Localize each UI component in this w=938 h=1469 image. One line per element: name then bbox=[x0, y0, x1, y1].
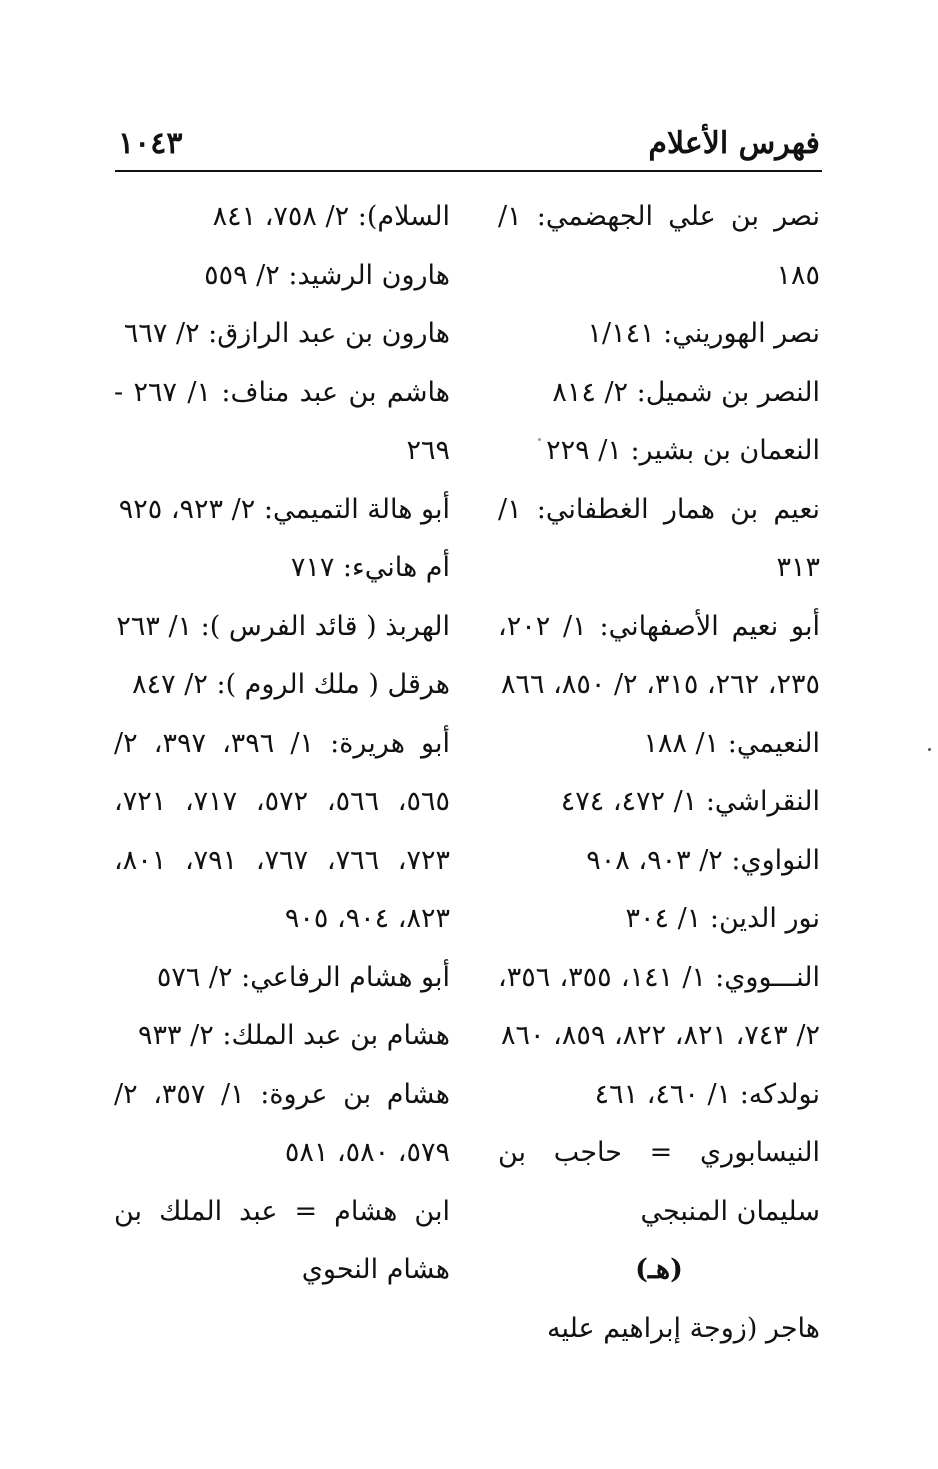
index-entry: هارون بن عبد الرازق: ٢/ ٦٦٧ bbox=[123, 318, 450, 349]
index-entry: هاشم بن عبد مناف: ١/ ٢٦٧ - ٢٦٩ bbox=[114, 376, 450, 466]
index-entry: أبو هشام الرفاعي: ٢/ ٥٧٦ bbox=[156, 961, 450, 993]
index-entry: نصر بن علي الجهضمي: ١/ ١٨٥ bbox=[498, 201, 820, 291]
index-entry: أبو هريرة: ١/ ٣٩٦، ٣٩٧، ٢/ ٥٦٥، ٥٦٦، ٥٧٢، ٧١٧، ٧٢١، ٧٢٣، ٧٦٦، ٧٦٧، ٧٩١، ٨٠١، ٨٢٣، ٩٠٤، ٩٠٥ bbox=[114, 727, 451, 934]
index-entry: هرقل ( ملك الروم ): ٢/ ٨٤٧ bbox=[132, 669, 450, 700]
index-entry: النواوي: ٢/ ٩٠٣، ٩٠٨ bbox=[586, 844, 820, 876]
section-letter-heading: (هـ) bbox=[635, 1254, 683, 1285]
index-entry: أم هانيء: ٧١٧ bbox=[290, 552, 450, 583]
index-entry: نصر الهوريني: ١/١٤١ bbox=[587, 318, 820, 349]
index-entry: هاجر (زوجة إبراهيم عليه bbox=[546, 1312, 820, 1344]
index-entry: النصر بن شميل: ٢/ ٨١٤ bbox=[552, 376, 820, 408]
index-entry: النقراشي: ١/ ٤٧٢، ٤٧٤ bbox=[560, 786, 820, 817]
index-entry: أبو هالة التميمي: ٢/ ٩٢٣، ٩٢٥ bbox=[118, 493, 450, 525]
index-entry: النيسابوري = حاجب بن سليمان المنبجي bbox=[498, 1137, 820, 1227]
index-entry: هارون الرشيد: ٢/ ٥٥٩ bbox=[204, 259, 450, 291]
page-number: ١٠٤٣ bbox=[118, 126, 183, 161]
index-column-left bbox=[114, 188, 450, 1300]
index-entry: السلام): ٢/ ٧٥٨، ٨٤١ bbox=[212, 201, 450, 232]
index-entry: هشام بن عروة: ١/ ٣٥٧، ٢/ ٥٧٩، ٥٨٠، ٥٨١ bbox=[114, 1078, 451, 1168]
index-entry: هشام بن عبد الملك: ٢/ ٩٣٣ bbox=[138, 1020, 450, 1051]
index-entry: النـــووي: ١/ ١٤١، ٣٥٥، ٣٥٦، ٢/ ٧٤٣، ٨٢١، ٨٢٢، ٨٥٩، ٨٦٠ bbox=[498, 961, 821, 1051]
scan-speck bbox=[928, 748, 931, 751]
index-entry: نعيم بن همار الغطفاني: ١/ ٣١٣ bbox=[498, 493, 820, 583]
index-entry: نولدكه: ١/ ٤٦٠، ٤٦١ bbox=[594, 1078, 820, 1110]
index-entry: نور الدين: ١/ ٣٠٤ bbox=[625, 903, 820, 934]
scan-speck bbox=[538, 438, 541, 441]
index-entry: ابن هشام = عبد الملك بن هشام النحوي bbox=[114, 1195, 450, 1285]
header-rule bbox=[115, 170, 822, 172]
index-column-right bbox=[498, 188, 820, 1358]
index-entry: النعمان بن بشير: ١/ ٢٢٩ bbox=[546, 435, 820, 466]
index-entry: الهربذ ( قائد الفرس ): ١/ ٢٦٣ bbox=[116, 610, 450, 642]
running-title: فهرس الأعلام bbox=[648, 126, 820, 161]
index-entry: النعيمي: ١/ ١٨٨ bbox=[643, 727, 820, 759]
index-entry: أبو نعيم الأصفهاني: ١/ ٢٠٢، ٢٣٥، ٢٦٢، ٣١٥، ٢/ ٨٥٠، ٨٦٦ bbox=[498, 610, 821, 700]
